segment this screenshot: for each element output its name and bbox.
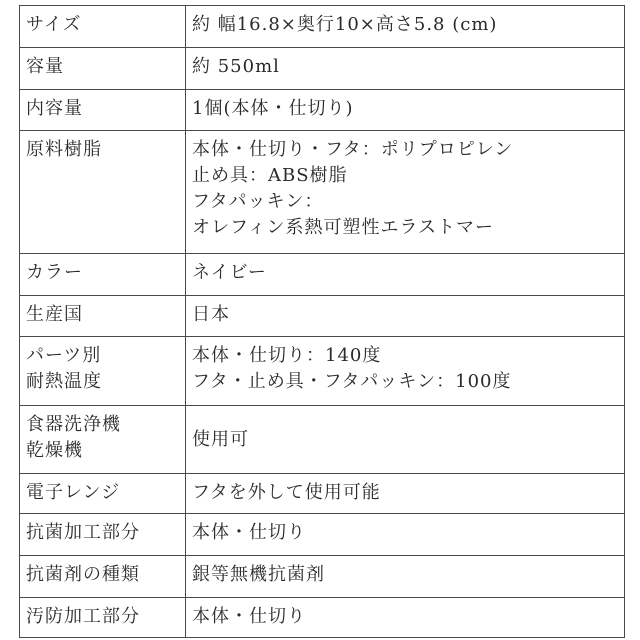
spec-value-text: フタ・止め具・フタパッキン：100度 bbox=[192, 371, 512, 392]
spec-label bbox=[20, 48, 186, 90]
spec-label-text: パーツ別 bbox=[26, 345, 102, 366]
spec-value bbox=[186, 296, 625, 337]
table-row bbox=[20, 131, 625, 254]
spec-label bbox=[20, 556, 186, 598]
spec-label-text: 食器洗浄機 bbox=[26, 414, 121, 435]
spec-value-text: ネイビー bbox=[192, 262, 267, 283]
spec-value bbox=[186, 474, 625, 514]
table-row bbox=[20, 48, 625, 90]
table-row bbox=[20, 296, 625, 337]
spec-label-text: 汚防加工部分 bbox=[26, 606, 140, 627]
table-row bbox=[20, 514, 625, 556]
table-row bbox=[20, 406, 625, 474]
spec-value-text: 使用可 bbox=[192, 428, 249, 450]
table-row bbox=[20, 6, 625, 48]
spec-value-text: フタパッキン： bbox=[192, 191, 324, 212]
spec-value-text: 1個(本体・仕切り) bbox=[192, 98, 354, 119]
spec-value bbox=[186, 6, 625, 48]
spec-label-text: サイズ bbox=[26, 14, 82, 35]
spec-value bbox=[186, 514, 625, 556]
spec-value-text: オレフィン系熱可塑性エラストマー bbox=[192, 217, 495, 238]
spec-value-text: 本体・仕切り・フタ：ポリプロピレン bbox=[192, 139, 514, 160]
table-row bbox=[20, 474, 625, 514]
spec-table bbox=[19, 5, 625, 638]
spec-value bbox=[186, 48, 625, 90]
spec-label bbox=[20, 514, 186, 556]
spec-label bbox=[20, 90, 186, 131]
table-row bbox=[20, 598, 625, 638]
spec-label bbox=[20, 474, 186, 514]
spec-value bbox=[186, 406, 625, 474]
table-row bbox=[20, 337, 625, 406]
spec-value bbox=[186, 598, 625, 638]
spec-label bbox=[20, 296, 186, 337]
spec-value-text: 日本 bbox=[192, 304, 230, 325]
table-row bbox=[20, 556, 625, 598]
table-row bbox=[20, 254, 625, 296]
spec-label-text: 電子レンジ bbox=[26, 482, 121, 503]
table-row bbox=[20, 90, 625, 131]
spec-value bbox=[186, 556, 625, 598]
spec-label-text: 乾燥機 bbox=[26, 440, 83, 461]
spec-label bbox=[20, 598, 186, 638]
spec-label-text: 耐熱温度 bbox=[26, 371, 102, 392]
spec-value-text: 本体・仕切り bbox=[192, 522, 306, 543]
spec-value-text: 本体・仕切り bbox=[192, 606, 306, 627]
spec-label bbox=[20, 406, 186, 474]
spec-label-text: 生産国 bbox=[26, 304, 83, 325]
spec-value-text: 止め具：ABS樹脂 bbox=[192, 165, 348, 186]
spec-label bbox=[20, 337, 186, 406]
spec-value-text: 約 550ml bbox=[192, 56, 280, 77]
spec-value bbox=[186, 90, 625, 131]
spec-value-text: フタを外して使用可能 bbox=[192, 482, 381, 503]
spec-value-text: 本体・仕切り：140度 bbox=[192, 345, 382, 366]
spec-value bbox=[186, 254, 625, 296]
spec-label-text: 内容量 bbox=[26, 98, 83, 119]
spec-label bbox=[20, 6, 186, 48]
spec-label-text: 抗菌剤の種類 bbox=[26, 564, 140, 585]
spec-value bbox=[186, 131, 625, 254]
spec-label-text: 抗菌加工部分 bbox=[26, 522, 140, 543]
spec-label-text: カラー bbox=[26, 262, 83, 283]
spec-label bbox=[20, 131, 186, 254]
spec-label-text: 原料樹脂 bbox=[26, 139, 102, 160]
spec-value bbox=[186, 337, 625, 406]
spec-label-text: 容量 bbox=[26, 56, 64, 77]
spec-label bbox=[20, 254, 186, 296]
spec-value-text: 約 幅16.8×奥行10×高さ5.8 (cm) bbox=[192, 14, 498, 35]
spec-value-text: 銀等無機抗菌剤 bbox=[192, 564, 325, 585]
